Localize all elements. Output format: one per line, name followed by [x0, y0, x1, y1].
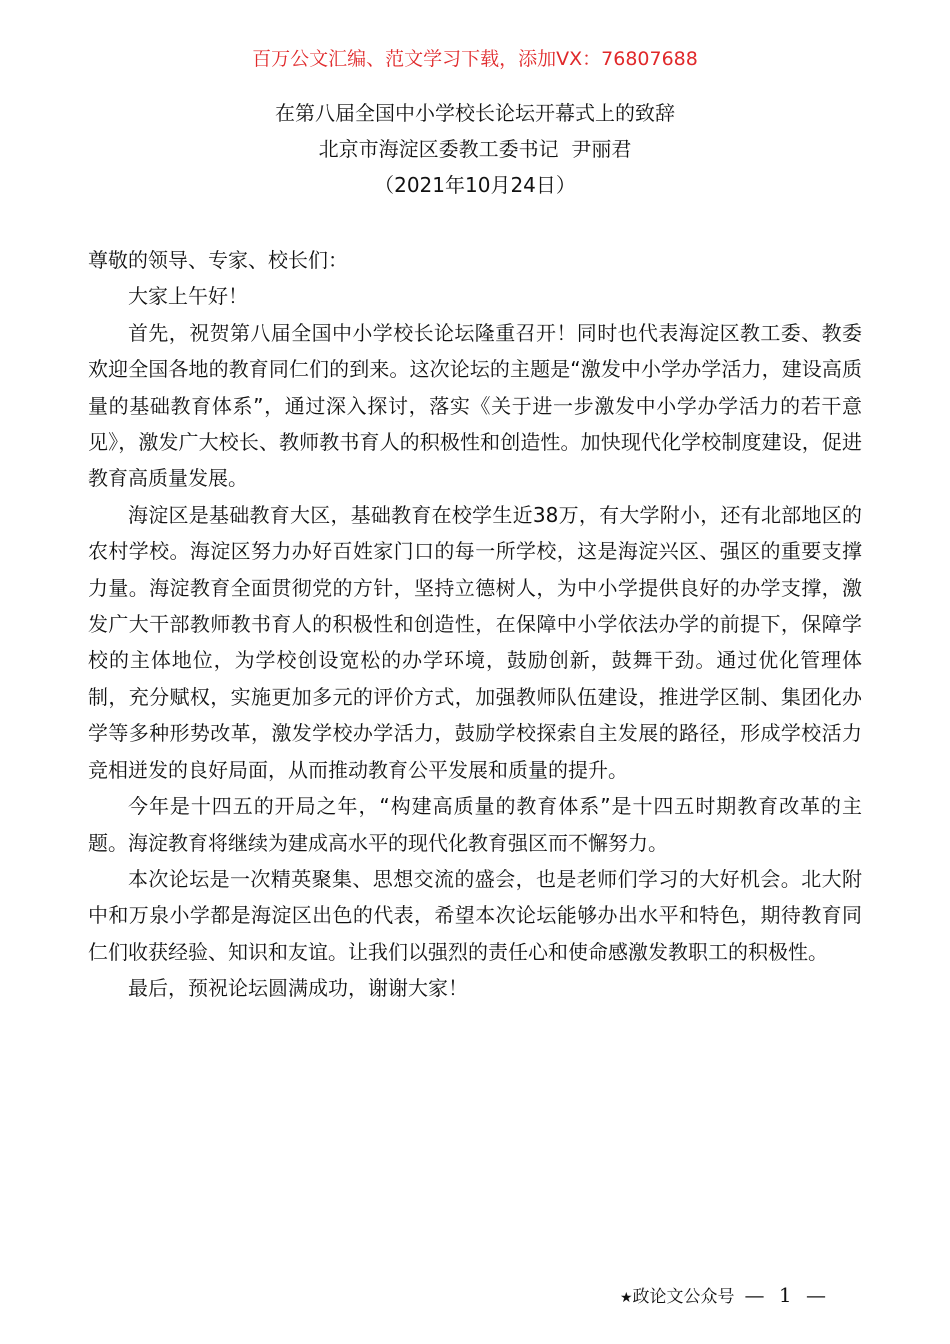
paragraph-closing: 最后，预祝论坛圆满成功，谢谢大家！: [128, 976, 468, 1001]
document-title: 在第八届全国中小学校长论坛开幕式上的致辞: [275, 101, 675, 125]
title-block: [0, 95, 950, 203]
speaker-line: 北京市海淀区委教工委书记 尹丽君: [318, 137, 632, 161]
speech-body: [88, 242, 862, 1007]
paragraph-forum: 本次论坛是一次精英聚集、思想交流的盛会，也是老师们学习的大好机会。北大附中和万泉小学都是海淀区出色的代表，希望本次论坛能够办出水平和特色，期待教育同仁们收获经验、知识和友谊。让我们以强烈的责任心和使命感激发教职工的积极性。: [88, 866, 862, 964]
footer-source: 政论文公众号: [632, 1287, 735, 1307]
paragraph-haidian: 海淀区是基础教育大区，基础教育在校学生近38万，有大学附小，还有北部地区的农村学校。海淀区努力办好百姓家门口的每一所学校，这是海淀兴区、强区的重要支撑力量。海淀教育全面贯彻党的方针，坚持立德树人，为中小学提供良好的办学支撑，激发广大干部教师教书育人的积极性和创造性，在保障中小学依法办学的前提下，保障学校的主体地位，为学校创设宽松的办学环境，鼓励创新，鼓舞干劲。通过优化管理体制，充分赋权，实施更加多元的评价方式，加强教师队伍建设，推进学区制、集团化办学等多种形势改革，激发学校办学活力，鼓励学校探索自主发展的路径，形成学校活力竞相迸发的良好局面，从而推动教育公平发展和质量的提升。: [88, 502, 862, 782]
paragraph-opening: 首先，祝贺第八届全国中小学校长论坛隆重召开！同时也代表海淀区教工委、教委欢迎全国各地的教育同仁们的到来。这次论坛的主题是“激发中小学办学活力，建设高质量的基础教育体系”，通过深入探讨，落实《关于进一步激发中小学办学活力的若干意见》，激发广大校长、教师教书育人的积极性和创造性。加快现代化学校制度建设，促进教育高质量发展。: [88, 320, 862, 491]
page-number: — 1 —: [744, 1283, 830, 1307]
paragraph-greeting: 大家上午好！: [128, 284, 248, 309]
paragraph-14th-plan: 今年是十四五的开局之年，“构建高质量的教育体系”是十四五时期教育改革的主题。海淀教育将继续为建成高水平的现代化教育强区而不懈努力。: [88, 794, 862, 855]
salutation: 尊敬的领导、专家、校长们：: [88, 248, 348, 272]
date-line: （2021年10月24日）: [374, 173, 576, 197]
star-icon: ★: [619, 1290, 633, 1306]
page-footer: [620, 1280, 830, 1310]
header-banner: 百万公文汇编、范文学习下载，添加VX：76807688: [252, 48, 698, 70]
